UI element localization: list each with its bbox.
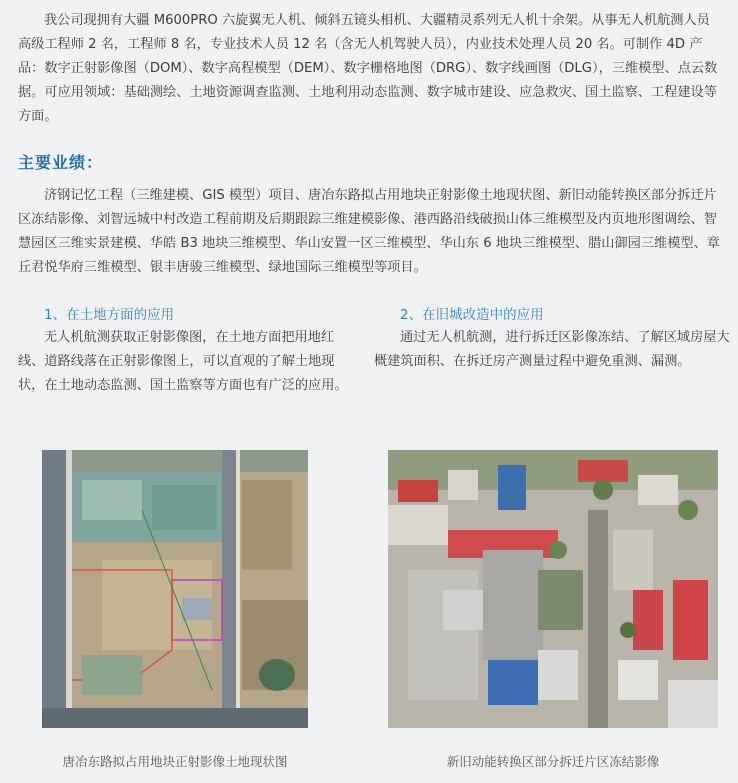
orthophoto-land-image <box>42 450 308 728</box>
achievements-paragraph: 济钢记忆工程（三维建模、GIS 模型）项目、唐冶东路拟占用地块正射影像土地现状图、新旧动能转换区部分拆迁片区冻结影像、刘智远城中村改造工程前期及后期跟踪三维建模影像、港西路沿线破损山体三维模型及内页地形图调绘、智慧园区三维实景建模、华皓 B3 地块三维模型、华山安置一区三维模型、华山东 6 地块三维模型、腊山御园三维模型、章丘君悦华府三维模型、银丰唐骏三维模型、绿地国际三维模型等项目。 <box>18 188 720 275</box>
caption-right: 新旧动能转换区部分拆迁片区冻结影像 <box>446 754 660 769</box>
renovation-application-body: 通过无人机航测，进行拆迁区影像冻结、了解区域房屋大概建筑面积、在拆迁房产测量过程中避免重测、漏测。 <box>374 330 730 369</box>
section-heading: 主要业绩： <box>18 153 104 172</box>
renovation-application-section <box>374 304 734 374</box>
caption-left: 唐冶东路拟占用地块正射影像土地现状图 <box>62 754 288 769</box>
intro-paragraph: 我公司现拥有大疆 M600PRO 六旋翼无人机、倾斜五镜头相机、大疆精灵系列无人机十余架。从事无人机航测人员高级工程师 2 名，工程师 8 名，专业技术人员 12 名（含无人机驾驶人员），内业技术处理人员 20 名。可制作 4D 产品：数字正射影像图（DOM）、数字高程模型（DEM）、数字栅格地图（DRG）、数字线画图（DLG），三维模型、点云数据。可应用领域：基础测绘、土地资源调查监测、土地利用动态监测、数字城市建设、应急救灾、国土监察、工程建设等方面。 <box>18 13 718 124</box>
land-application-section <box>18 304 358 398</box>
frozen-image-renovation <box>388 450 718 728</box>
land-application-title: 1、在土地方面的应用 <box>44 307 175 323</box>
renovation-application-title: 2、在旧城改造中的应用 <box>400 307 544 323</box>
land-application-body: 无人机航测获取正射影像图，在土地方面把用地红线、道路线落在正射影像图上，可以直观的了解土地现状，在土地动态监测、国土监察等方面也有广泛的应用。 <box>18 330 348 393</box>
